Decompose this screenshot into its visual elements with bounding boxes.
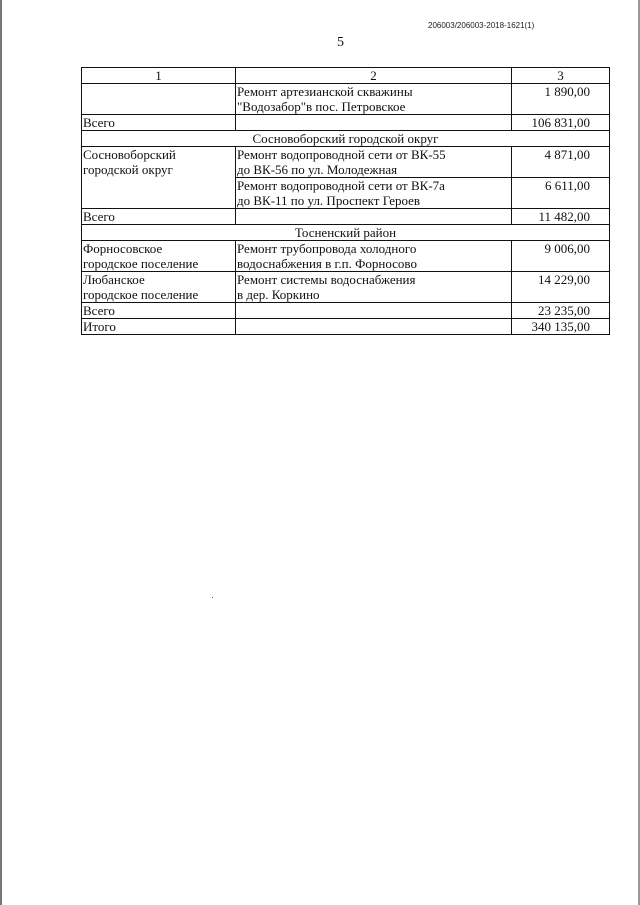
grand-total-label: Итого bbox=[82, 319, 236, 335]
section-title: Сосновоборский городской округ bbox=[82, 131, 610, 147]
section-row bbox=[82, 131, 610, 147]
work-description-cell bbox=[236, 178, 512, 209]
subtotal-amount: 11 482,00 bbox=[512, 209, 610, 225]
work-description-line: до ВК-56 по ул. Молодежная bbox=[237, 162, 398, 177]
municipality-cell bbox=[82, 272, 236, 303]
amount-cell: 6 611,00 bbox=[512, 178, 610, 209]
municipality-cell bbox=[82, 241, 236, 272]
empty-cell bbox=[236, 115, 512, 131]
subtotal-row bbox=[82, 303, 610, 319]
work-description-cell bbox=[236, 84, 512, 115]
column-header-row bbox=[82, 68, 610, 84]
work-description-line: "Водозабор"в пос. Петровское bbox=[237, 99, 406, 114]
subtotal-amount: 106 831,00 bbox=[512, 115, 610, 131]
column-header: 2 bbox=[236, 68, 512, 84]
municipality-line: городское поселение bbox=[83, 256, 199, 271]
amount-cell: 4 871,00 bbox=[512, 147, 610, 178]
work-description-line: в дер. Коркино bbox=[237, 287, 320, 302]
amount-cell: 1 890,00 bbox=[512, 84, 610, 115]
subtotal-row bbox=[82, 209, 610, 225]
page-number: 5 bbox=[337, 35, 344, 50]
work-description-line: Ремонт водопроводной сети от ВК-55 bbox=[237, 147, 446, 162]
subtotal-label: Всего bbox=[82, 303, 236, 319]
municipality-line: городской округ bbox=[83, 162, 173, 177]
section-title: Тосненский район bbox=[82, 225, 610, 241]
work-description-line: Ремонт трубопровода холодного bbox=[237, 241, 417, 256]
grand-total-row bbox=[82, 319, 610, 335]
amount-cell: 9 006,00 bbox=[512, 241, 610, 272]
section-row bbox=[82, 225, 610, 241]
municipality-cell bbox=[82, 147, 236, 209]
municipality-cell bbox=[82, 84, 236, 115]
table-row bbox=[82, 84, 610, 115]
municipality-line: Любанское bbox=[83, 272, 145, 287]
empty-cell bbox=[236, 303, 512, 319]
empty-cell bbox=[236, 319, 512, 335]
table-row bbox=[82, 241, 610, 272]
municipality-line: городское поселение bbox=[83, 287, 199, 302]
subtotal-label: Всего bbox=[82, 209, 236, 225]
column-header: 1 bbox=[82, 68, 236, 84]
work-description-line: Ремонт артезианской скважины bbox=[237, 84, 413, 99]
table-row bbox=[82, 272, 610, 303]
budget-table bbox=[81, 67, 610, 335]
municipality-line: Форносовское bbox=[83, 241, 163, 256]
subtotal-label: Всего bbox=[82, 115, 236, 131]
column-header: 3 bbox=[512, 68, 610, 84]
work-description-line: водоснабжения в г.п. Форносово bbox=[237, 256, 417, 271]
work-description-line: до ВК-11 по ул. Проспект Героев bbox=[237, 193, 421, 208]
work-description-line: Ремонт водопроводной сети от ВК-7а bbox=[237, 178, 445, 193]
table-row bbox=[82, 147, 610, 178]
work-description-cell bbox=[236, 272, 512, 303]
amount-cell: 14 229,00 bbox=[512, 272, 610, 303]
work-description-cell bbox=[236, 147, 512, 178]
grand-total-amount: 340 135,00 bbox=[512, 319, 610, 335]
municipality-line: Сосновоборский bbox=[83, 147, 176, 162]
empty-cell bbox=[236, 209, 512, 225]
scan-speck bbox=[212, 597, 213, 598]
document-code: 206003/206003-2018-1621(1) bbox=[428, 21, 535, 30]
work-description-line: Ремонт системы водоснабжения bbox=[237, 272, 416, 287]
scan-edge-left bbox=[0, 0, 2, 905]
subtotal-amount: 23 235,00 bbox=[512, 303, 610, 319]
work-description-cell bbox=[236, 241, 512, 272]
subtotal-row bbox=[82, 115, 610, 131]
